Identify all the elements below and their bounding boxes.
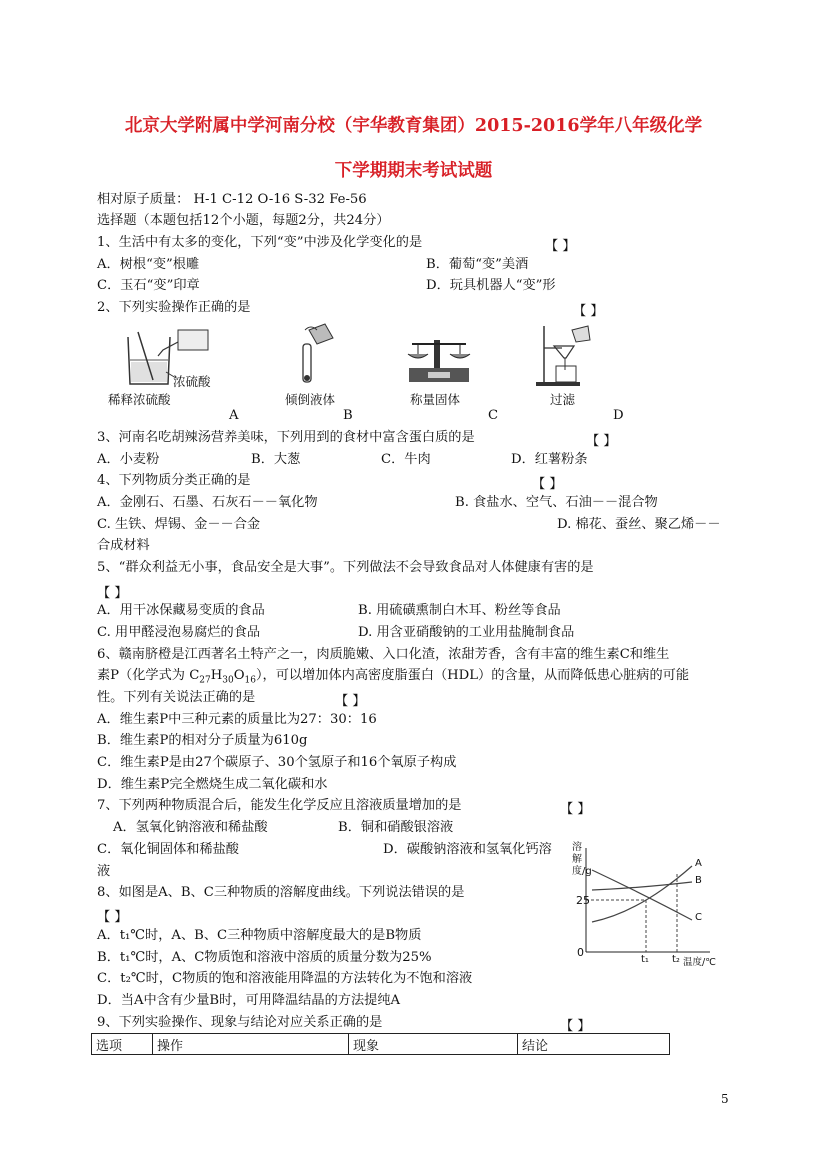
q7-option-d-cont: 液 xyxy=(97,864,111,879)
q5-option-b: B. 用硫磺熏制白木耳、粉丝等食品 xyxy=(358,603,561,618)
q6-line2: 素P（化学式为 $C_{27}H_{30}O_{16}$），可以增加体内高密度脂蛋白（HDL）的含量，从而降低患心脏病的可能 xyxy=(97,668,690,686)
q7-option-a: A．氢氧化钠溶液和稀盐酸 xyxy=(113,820,268,835)
q1-option-d: D．玩具机器人“变”形 xyxy=(426,278,556,293)
graph-y25: 25 xyxy=(576,894,590,907)
q4-option-d-cont: 合成材料 xyxy=(97,538,150,553)
q5-stem: 5、“群众利益无小事，食品安全是大事”。下列做法不会导致食品对人体健康有害的是 xyxy=(97,560,594,575)
q6-option-c: C．维生素P是由27个碳原子、30个氢原子和16个氧原子构成 xyxy=(97,755,457,770)
q2-letter-d: D xyxy=(613,408,624,423)
section-intro: 选择题（本题包括12个小题，每题2分，共24分） xyxy=(97,213,390,228)
q8-stem: 8、如图是A、B、C三种物质的溶解度曲线。下列说法错误的是 xyxy=(97,885,465,900)
q6-line3: 性。下列有关说法正确的是 xyxy=(97,690,256,705)
graph-xlabel: 温度/℃ xyxy=(683,957,716,968)
title-line1: 北京大学附属中学河南分校（宇华教育集团）2015-2016学年八年级化学 xyxy=(124,116,703,136)
q4-option-a: A．金刚石、石墨、石灰石－－氧化物 xyxy=(97,495,318,510)
q1-option-a: A．树根“变”根雕 xyxy=(97,257,200,272)
fig-d-label: 过滤 xyxy=(550,392,576,407)
q6-line1: 6、赣南脐橙是江西著名土特产之一，肉质脆嫩、入口化渣，浓甜芳香，含有丰富的维生素C和维生 xyxy=(97,647,670,662)
q9-bracket: 【 】 xyxy=(560,1019,591,1034)
q1-option-c: C．玉石“变”印章 xyxy=(97,278,200,293)
curve-c-label: C xyxy=(695,912,702,923)
q2-letter-a: A xyxy=(229,408,239,423)
q3-option-c: C．牛肉 xyxy=(381,452,431,467)
q7-option-b: B．铜和硝酸银溶液 xyxy=(338,820,454,835)
fig-a-label: 稀释浓硫酸 xyxy=(108,392,171,407)
q5-option-d: D. 用含亚硝酸钠的工业用盐腌制食品 xyxy=(358,625,575,640)
q7-bracket: 【 】 xyxy=(560,802,591,817)
title-line2: 下学期期末考试试题 xyxy=(334,161,493,181)
q5-option-a: A．用干冰保藏易变质的食品 xyxy=(97,603,265,618)
q3-option-b: B．大葱 xyxy=(251,452,301,467)
q4-option-b: B. 食盐水、空气、石油－－混合物 xyxy=(455,495,658,510)
fig-a-label-acid: 浓硫酸 xyxy=(173,374,211,389)
q4-option-c: C. 生铁、焊锡、金－－合金 xyxy=(97,517,261,532)
q7-option-c: C．氧化铜固体和稀盐酸 xyxy=(97,842,239,857)
q3-stem: 3、河南名吃胡辣汤营养美味，下列用到的食材中富含蛋白质的是 xyxy=(97,430,475,445)
header-conclusion: 结论 xyxy=(518,1034,670,1055)
q2-stem: 2、下列实验操作正确的是 xyxy=(97,300,251,315)
q8-option-d: D．当A中含有少量B时，可用降温结晶的方法提纯A xyxy=(97,993,401,1008)
q2-letter-b: B xyxy=(343,408,353,423)
balance-figure xyxy=(404,328,474,386)
filtration-figure xyxy=(532,322,602,388)
q6-bracket: 【 】 xyxy=(335,694,366,709)
q6-option-d: D．维生素P完全燃烧生成二氧化碳和水 xyxy=(97,777,328,792)
fig-c-label: 称量固体 xyxy=(410,392,461,407)
q4-stem: 4、下列物质分类正确的是 xyxy=(97,473,251,488)
q7-stem: 7、下列两种物质混合后，能发生化学反应且溶液质量增加的是 xyxy=(97,798,462,813)
graph-origin: 0 xyxy=(577,946,584,959)
q3-bracket: 【 】 xyxy=(586,434,617,449)
header-option: 选项 xyxy=(92,1034,153,1055)
q2-letter-c: C xyxy=(488,408,499,423)
curve-a-label: A xyxy=(695,858,702,869)
table-header-row xyxy=(92,1034,670,1055)
q5-bracket: 【 】 xyxy=(97,586,128,601)
q7-option-d: D．碳酸钠溶液和氢氧化钙溶 xyxy=(383,842,552,857)
q8-option-b: B．t₁℃时，A、C物质饱和溶液中溶质的质量分数为25% xyxy=(97,950,432,965)
q8-option-a: A．t₁℃时，A、B、C三种物质中溶解度最大的是B物质 xyxy=(97,928,422,943)
q6-option-b: B．维生素P的相对分子质量为610g xyxy=(97,733,308,748)
q8-option-c: C．t₂℃时，C物质的饱和溶液能用降温的方法转化为不饱和溶液 xyxy=(97,971,473,986)
curve-b-label: B xyxy=(695,875,702,886)
q3-option-d: D．红薯粉条 xyxy=(511,452,588,467)
q1-stem: 1、生活中有太多的变化，下列“变”中涉及化学变化的是 xyxy=(97,235,423,250)
graph-t2: t₂ xyxy=(672,954,680,965)
q9-table xyxy=(91,1033,670,1055)
q2-bracket: 【 】 xyxy=(573,304,604,319)
q5-option-c: C. 用甲醛浸泡易腐烂的食品 xyxy=(97,625,261,640)
fig-b-label: 倾倒液体 xyxy=(285,392,336,407)
header-phenomenon: 现象 xyxy=(349,1034,518,1055)
q4-bracket: 【 】 xyxy=(532,477,563,492)
graph-t1: t₁ xyxy=(641,954,649,965)
atomic-mass: 相对原子质量： H-1 C-12 O-16 S-32 Fe-56 xyxy=(97,192,367,207)
q6-option-a: A．维生素P中三种元素的质量比为27：30：16 xyxy=(97,712,377,727)
q1-option-b: B．葡萄“变”美酒 xyxy=(426,257,529,272)
q4-option-d: D. 棉花、蚕丝、聚乙烯－－ xyxy=(557,517,721,532)
header-operation: 操作 xyxy=(153,1034,349,1055)
graph-ylabel: 溶解度/g xyxy=(572,842,592,877)
page-number: 5 xyxy=(721,1092,729,1106)
q3-option-a: A．小麦粉 xyxy=(97,452,160,467)
q1-bracket: 【 】 xyxy=(545,239,576,254)
q8-bracket: 【 】 xyxy=(97,910,128,925)
q9-stem: 9、下列实验操作、现象与结论对应关系正确的是 xyxy=(97,1015,383,1030)
pour-liquid-figure xyxy=(285,322,345,384)
